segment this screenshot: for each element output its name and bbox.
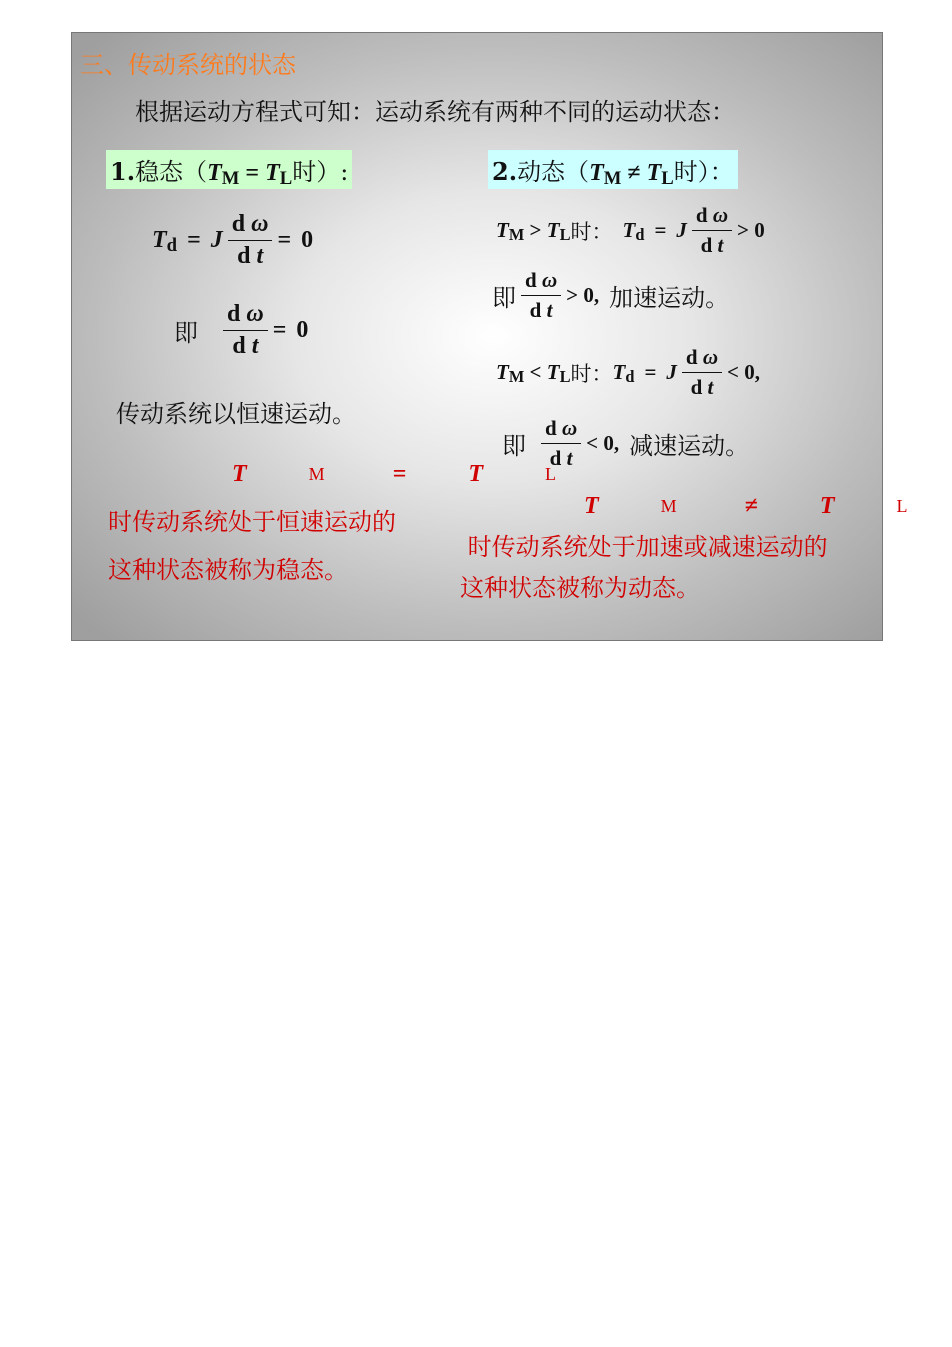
dynamic-case1-equation: T M > T L 时： T d = J $\frac{\text{d ω}}{\text{d t}}$ > 0 xyxy=(496,203,765,257)
steady-heading: 1.稳态（ T M = T L 时）: xyxy=(106,150,352,189)
dynamic-case1-result: 即 $\frac{\text{d ω}}{\text{d t}}$ > 0, 加速运动。 xyxy=(492,268,730,322)
steady-result: 即 $\frac{\text{d ω}}{\text{d t}}$ = 0 xyxy=(174,301,309,359)
dynamic-case2-equation: T M < T L 时： T d = J $\frac{\text{d ω}}{\text{d t}}$ < 0, xyxy=(496,345,760,399)
intro-text: 根据运动方程式可知：运动系统有两种不同的运动状态： xyxy=(135,98,735,126)
page-title: 三、传动系统的状态 xyxy=(80,51,296,79)
steady-note: T M = T L 时传动系统处于恒速运动的这种状态被称为稳态。 xyxy=(108,461,557,584)
slide xyxy=(71,32,908,641)
dynamic-note: T M ≠ T L 时传动系统处于加速或减速运动的这种状态被称为动态。 xyxy=(460,493,908,602)
dynamic-case2-result: 即 $\frac{\text{d ω}}{\text{d t}}$ < 0, 减速运动。 xyxy=(502,416,750,470)
steady-equation: T d = J $\frac{\text{d ω}}{\text{d t}}$ = 0 xyxy=(152,211,314,269)
steady-description: 传动系统以恒速运动。 xyxy=(116,400,356,428)
dynamic-heading: 2.动态（ T M ≠ T L 时）： xyxy=(488,150,738,189)
